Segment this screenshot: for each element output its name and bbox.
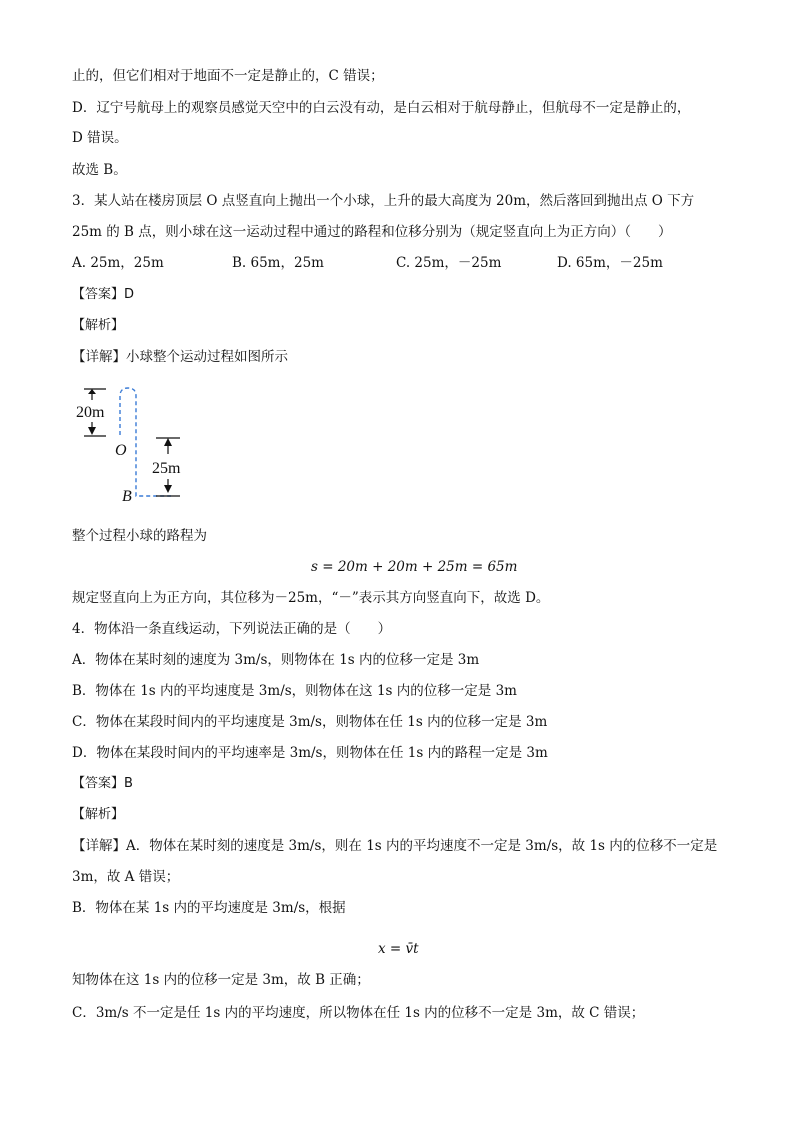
option-a: A. 25m，25m <box>72 255 164 271</box>
option-b: B．物体在 1s 内的平均速度是 3m/s，则物体在这 1s 内的位移一定是 3m <box>72 683 517 699</box>
label-o: O <box>115 442 127 459</box>
question-4-stem: 4．物体沿一条直线运动，下列说法正确的是（ ） <box>72 621 392 637</box>
detail-text: C．3m/s 不一定是任 1s 内的平均速度，所以物体在任 1s 内的位移不一定是 3m，故 C 错误； <box>72 1005 645 1021</box>
option-d: D．物体在某段时间内的平均速率是 3m/s，则物体在任 1s 内的路程一定是 3m <box>72 745 548 761</box>
question-3-stem: 3．某人站在楼房顶层 O 点竖直向上抛出一个小球，上升的最大高度为 20m，然后落回到抛出点 O 下方 <box>72 193 695 209</box>
text-line: 整个过程小球的路程为 <box>72 528 207 544</box>
text-line: 故选 B。 <box>72 162 127 178</box>
label-20m: 20m <box>76 404 105 421</box>
detail-text: 知物体在这 1s 内的位移一定是 3m，故 B 正确； <box>72 972 370 988</box>
text-line: D．辽宁号航母上的观察员感觉天空中的白云没有动，是白云相对于航母静止，但航母不一定是静止的， <box>72 100 691 116</box>
analysis-label: 【解析】 <box>72 807 125 822</box>
label-b: B <box>122 488 132 505</box>
text-line: D 错误。 <box>72 130 128 146</box>
detail-text: 【详解】小球整个运动过程如图所示 <box>72 349 288 365</box>
option-b: B. 65m，25m <box>232 255 324 271</box>
distance-formula: s = 20m + 20m + 25m = 65m <box>311 559 518 575</box>
option-a: A．物体在某时刻的速度为 3m/s，则物体在 1s 内的位移一定是 3m <box>72 652 480 668</box>
detail-text: 【详解】A．物体在某时刻的速度是 3m/s，则在 1s 内的平均速度不一定是 3m/s，故 1s 内的位移不一定是 <box>72 838 718 854</box>
detail-text: B．物体在某 1s 内的平均速度是 3m/s，根据 <box>72 900 346 916</box>
question-3-stem: 25m 的 B 点，则小球在这一运动过程中通过的路程和位移分别为（规定竖直向上为正方向）（ ） <box>72 224 672 240</box>
answer-label: 【答案】B <box>72 776 133 791</box>
text-line: 规定竖直向上为正方向，其位移为－25m，“－”表示其方向竖直向下，故选 D。 <box>72 590 550 606</box>
label-25m: 25m <box>152 460 181 477</box>
option-c: C．物体在某段时间内的平均速度是 3m/s，则物体在任 1s 内的位移一定是 3m <box>72 714 548 730</box>
displacement-formula: x = v̄t <box>378 941 419 957</box>
option-c: C. 25m，－25m <box>396 255 502 271</box>
motion-diagram <box>70 380 210 505</box>
detail-text: 3m，故 A 错误； <box>72 869 180 885</box>
answer-label: 【答案】D <box>72 287 135 302</box>
text-line: 止的，但它们相对于地面不一定是静止的，C 错误； <box>72 68 384 84</box>
option-d: D. 65m，－25m <box>557 255 663 271</box>
analysis-label: 【解析】 <box>72 318 125 333</box>
